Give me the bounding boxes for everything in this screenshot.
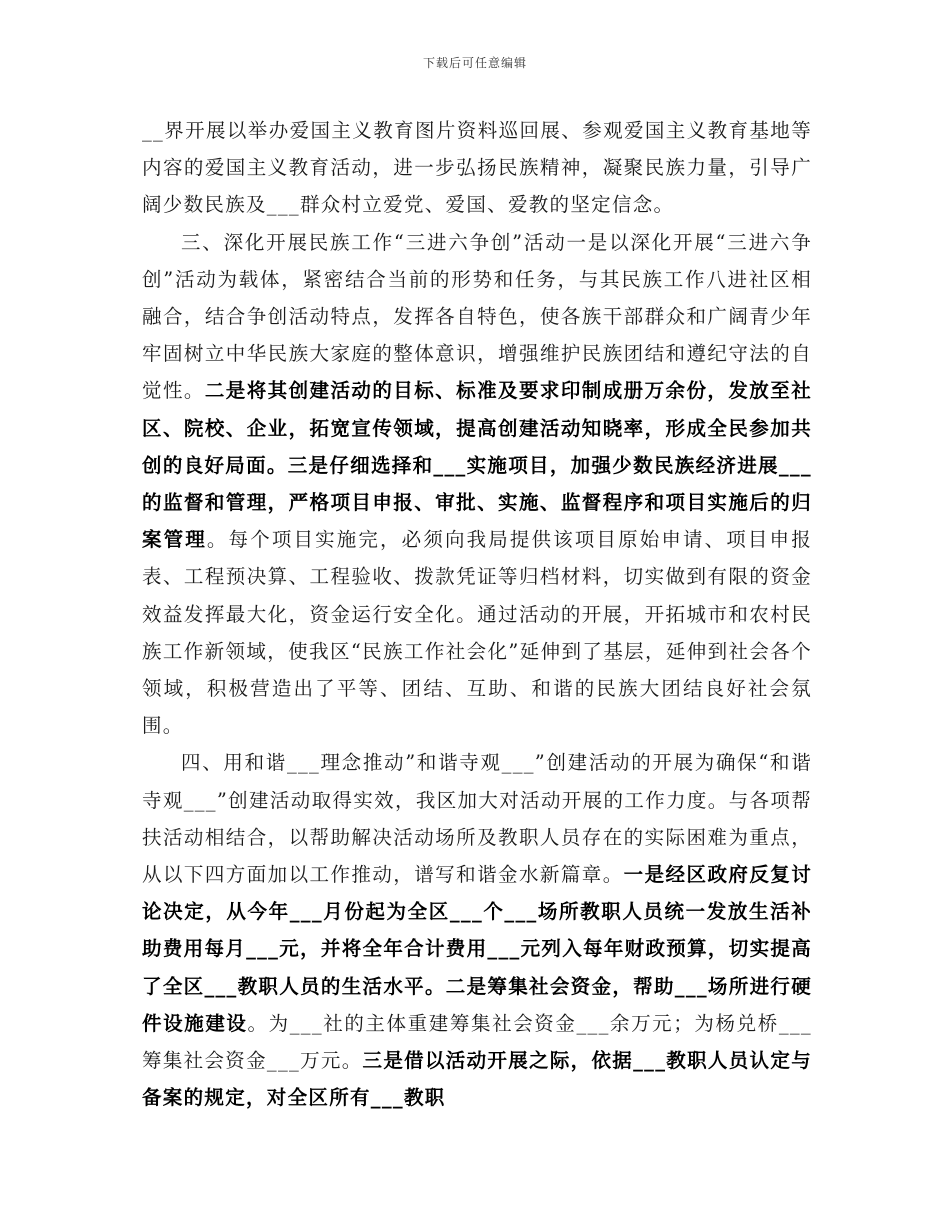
page-header: 下载后可任意编辑 <box>422 56 527 70</box>
paragraph-1 <box>142 112 812 224</box>
document-body <box>142 112 812 1116</box>
text-run: __界开展以举办爱国主义教育图片资料巡回展、参观爱国主义教育基地等内容的爱国主义教育活动，进一步弘扬民族精神，凝聚民族力量，引导广阔少数民族及___群众村立爱党、爱国、爱教的坚定信念。 <box>142 119 812 217</box>
bold-text-run: 二是将其创建活动的目标、标准及要求印制成册万余份，发放至社区、院校、企业，拓宽宣传领域，提高创建活动知晓率，形成全民参加共创的良好局面。三是仔细选择和___实施项目，加强少数民族经济进展___的监督和管理，严格项目申报、审批、实施、监督程序和项目实施后的归案管理 <box>142 379 812 552</box>
text-run: 。为___社的主体重建筹集社会资金___余万元；为杨兑桥___筹集社会资金___万元。 <box>142 1011 812 1073</box>
paragraph-3 <box>142 744 812 1116</box>
bold-text-run: 三是借以活动开展之际，依据___教职人员认定与备案的规定，对全区所有___教职 <box>142 1049 812 1110</box>
paragraph-2 <box>142 224 812 745</box>
text-run: 三、深化开展民族工作“三进六争创”活动一是以深化开展“三进六争创”活动为载体，紧密结合当前的形势和任务，与其民族工作八进社区相融合，结合争创活动特点，发挥各自特色，使各族干部群众和广阔青少年牢固树立中华民族大家庭的整体意识，增强维护民族团结和遵纪守法的自觉性。 <box>142 230 812 403</box>
text-run: 。每个项目实施完，必须向我局提供该项目原始申请、项目申报表、工程预决算、工程验收、拨款凭证等归档材料，切实做到有限的资金效益发挥最大化，资金运行安全化。通过活动的开展，开拓城市和农村民族工作新领域，使我区“民族工作社会化”延伸到了基层，延伸到社会各个领域，积极营造出了平等、团结、互助、和谐的民族大团结良好社会氛围。 <box>142 528 812 738</box>
text-run: 四、用和谐___理念推动”和谐寺观___”创建活动的开展为确保“和谐寺观___”创建活动取得实效，我区加大对活动开展的工作力度。与各项帮扶活动相结合，以帮助解决活动场所及教职人员存在的实际困难为重点，从以下四方面加以工作推动，谱写和谐金水新篇章。 <box>142 751 812 887</box>
bold-text-run: 一是经区政府反复讨论决定，从今年___月份起为全区___个___场所教职人员统一发放生活补助费用每月___元，并将全年合计费用___元列入每年财政预算，切实提高了全区___教职人员的生活水平。二是筹集社会资金，帮助___场所进行硬件设施建设 <box>142 863 813 1035</box>
